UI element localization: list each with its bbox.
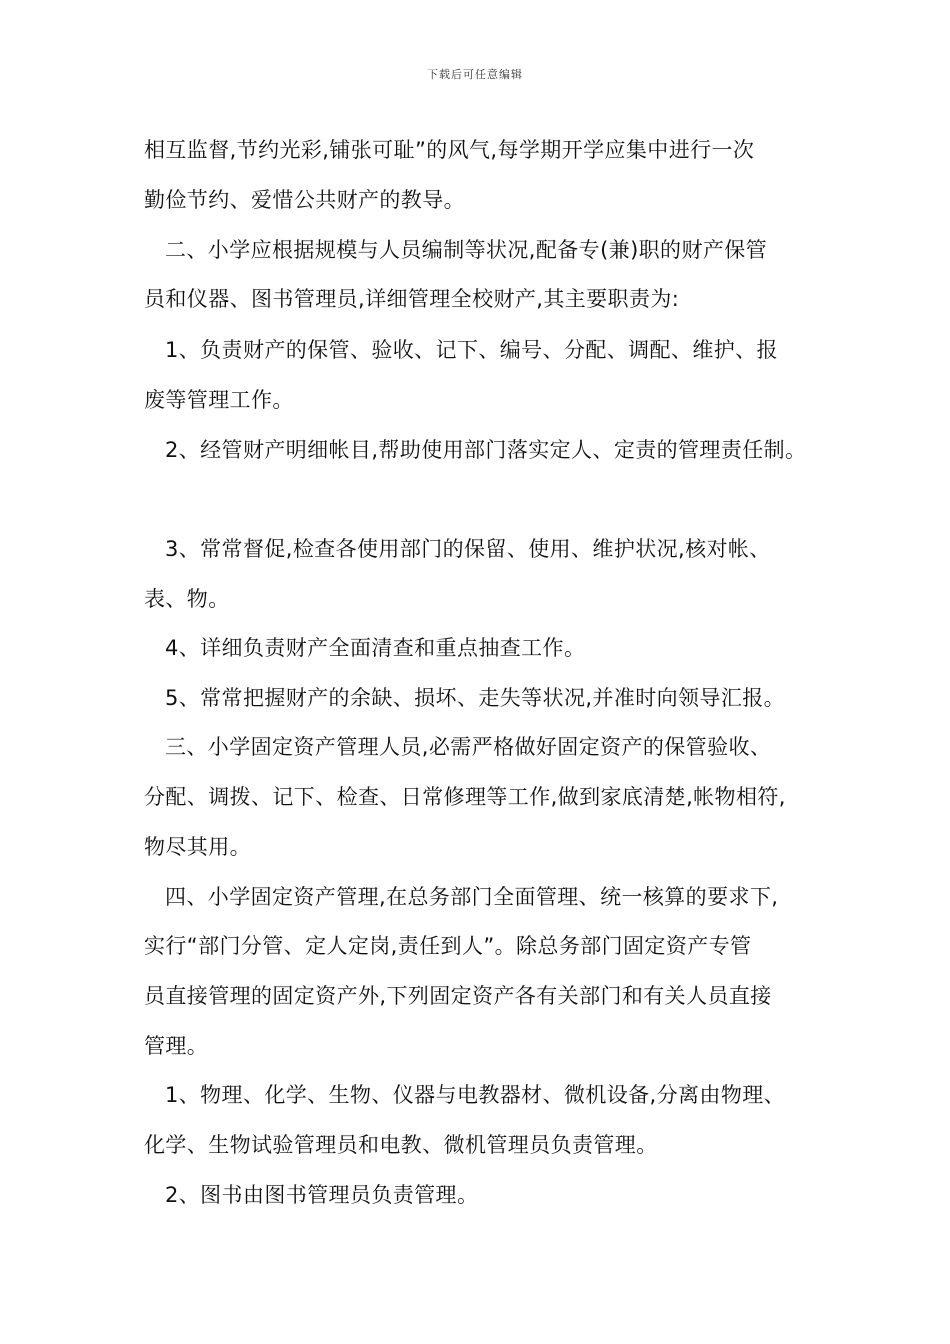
paragraph-line: 2、经管财产明细帐目,帮助使用部门落实定人、定责的管理责任制。 xyxy=(165,438,807,462)
paragraph-line: 管理。 xyxy=(144,1034,209,1058)
paragraph-line: 3、常常督促,检查各使用部门的保留、使用、维护状况,核对帐、 xyxy=(165,537,771,561)
paragraph-line: 员和仪器、图书管理员,详细管理全校财产,其主要职责为: xyxy=(144,287,680,311)
paragraph-line: 四、小学固定资产管理,在总务部门全面管理、统一核算的要求下, xyxy=(165,885,779,909)
page-header: 下载后可任意编辑 xyxy=(427,68,523,81)
paragraph-line: 二、小学应根据规模与人员编制等状况,配备专(兼)职的财产保管 xyxy=(165,238,768,262)
paragraph-line: 员直接管理的固定资产外,下列固定资产各有关部门和有关人员直接 xyxy=(144,984,772,1008)
paragraph-line: 物尽其用。 xyxy=(144,835,251,859)
paragraph-line: 1、负责财产的保管、验收、记下、编号、分配、调配、维护、报 xyxy=(165,338,778,362)
paragraph-line: 勤俭节约、爱惜公共财产的教导。 xyxy=(144,188,465,212)
paragraph-line: 2、图书由图书管理员负责管理。 xyxy=(165,1183,479,1207)
paragraph-line: 废等管理工作。 xyxy=(144,388,294,412)
paragraph-line: 5、常常把握财产的余缺、损坏、走失等状况,并准时向领导汇报。 xyxy=(165,686,786,710)
paragraph-line: 实行“部门分管、定人定岗,责任到人”。除总务部门固定资产专管 xyxy=(144,934,752,958)
paragraph-line: 分配、调拨、记下、检查、日常修理等工作,做到家底清楚,帐物相符, xyxy=(144,785,786,809)
paragraph-line: 1、物理、化学、生物、仪器与电教器材、微机设备,分离由物理、 xyxy=(165,1083,786,1107)
paragraph-line: 4、详细负责财产全面清查和重点抽查工作。 xyxy=(165,636,586,660)
paragraph-line: 三、小学固定资产管理人员,必需严格做好固定资产的保管验收、 xyxy=(165,735,772,759)
paragraph-line: 相互监督,节约光彩,铺张可耻”的风气,每学期开学应集中进行一次 xyxy=(144,138,755,162)
paragraph-line: 化学、生物试验管理员和电教、微机管理员负责管理。 xyxy=(144,1133,658,1157)
paragraph-line: 表、物。 xyxy=(144,587,230,611)
